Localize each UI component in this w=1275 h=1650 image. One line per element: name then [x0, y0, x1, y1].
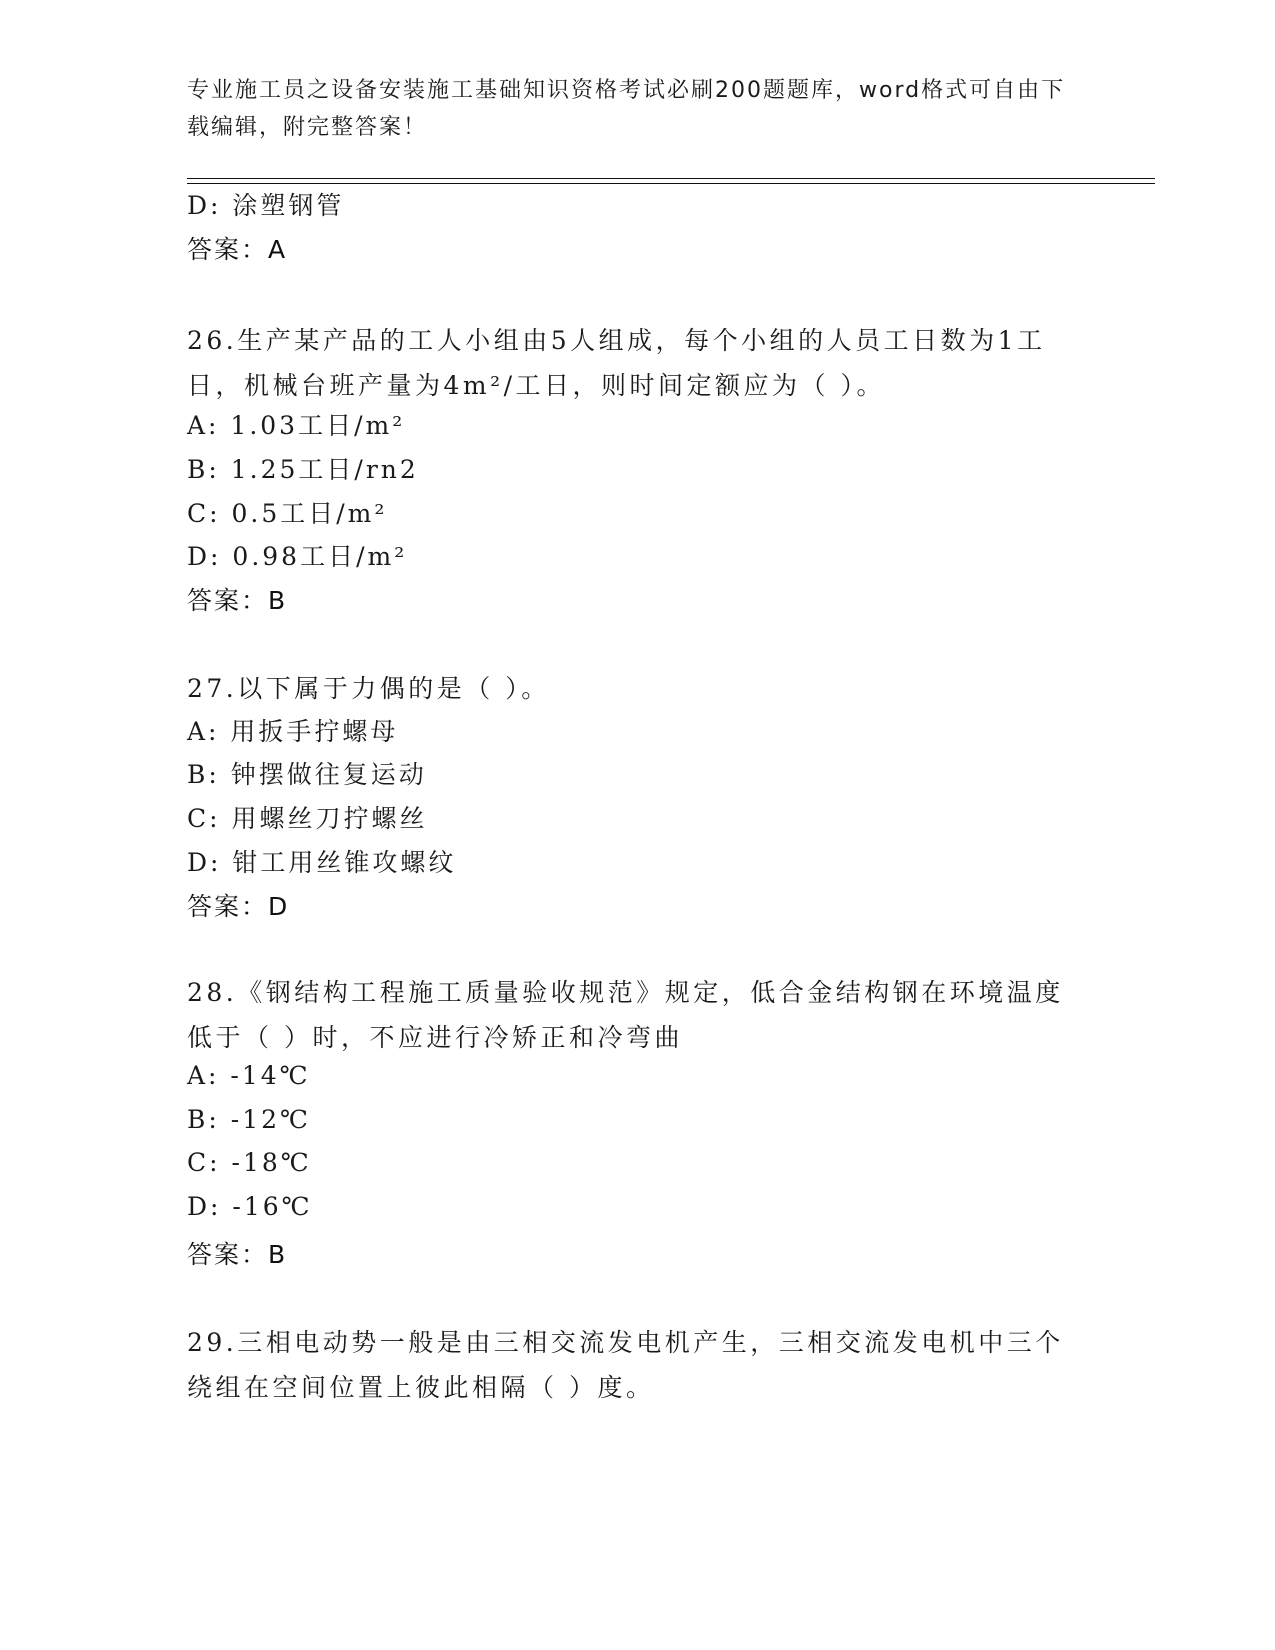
q29-stem: 29.三相电动势一般是由三相交流发电机产生，三相交流发电机中三个绕组在空间位置上彼此相隔（ ）度。	[187, 1328, 1064, 1402]
q25-answer: 答案：A	[187, 235, 288, 264]
q27-option-a: A: 用扳手拧螺母	[187, 717, 399, 746]
q27-stem: 27.以下属于力偶的是（ ）。	[187, 674, 550, 703]
q27-answer: 答案：D	[187, 892, 290, 921]
header-divider-bottom	[187, 183, 1155, 184]
q28-option-b: B: -12℃	[187, 1105, 311, 1134]
q26-stem: 26.生产某产品的工人小组由5人组成，每个小组的人员工日数为1工日，机械台班产量为4m²/工日，则时间定额应为（ ）。	[187, 326, 1046, 400]
q26-option-a: A: 1.03工日/m²	[187, 411, 406, 440]
q25-option-d: D: 涂塑钢管	[187, 191, 345, 220]
q26-option-d: D: 0.98工日/m²	[187, 542, 408, 571]
q28-option-c: C: -18℃	[187, 1148, 312, 1177]
q28-answer: 答案：B	[187, 1240, 288, 1269]
q26-answer: 答案：B	[187, 586, 288, 615]
q28-option-d: D: -16℃	[187, 1192, 313, 1221]
q26-option-c: C: 0.5工日/m²	[187, 499, 388, 528]
q26-option-b: B: 1.25工日/rn2	[187, 455, 419, 484]
document-header: 专业施工员之设备安装施工基础知识资格考试必刷200题题库，word格式可自由下载编辑，附完整答案！	[187, 78, 1066, 140]
q27-option-c: C: 用螺丝刀拧螺丝	[187, 804, 428, 833]
q27-option-b: B: 钟摆做往复运动	[187, 760, 427, 789]
q28-stem: 28.《钢结构工程施工质量验收规范》规定，低合金结构钢在环境温度低于（ ）时，不应进行冷矫正和冷弯曲	[187, 978, 1064, 1052]
q28-option-a: A: -14℃	[187, 1061, 311, 1090]
header-divider-top	[187, 178, 1155, 179]
q27-option-d: D: 钳工用丝锥攻螺纹	[187, 848, 457, 877]
